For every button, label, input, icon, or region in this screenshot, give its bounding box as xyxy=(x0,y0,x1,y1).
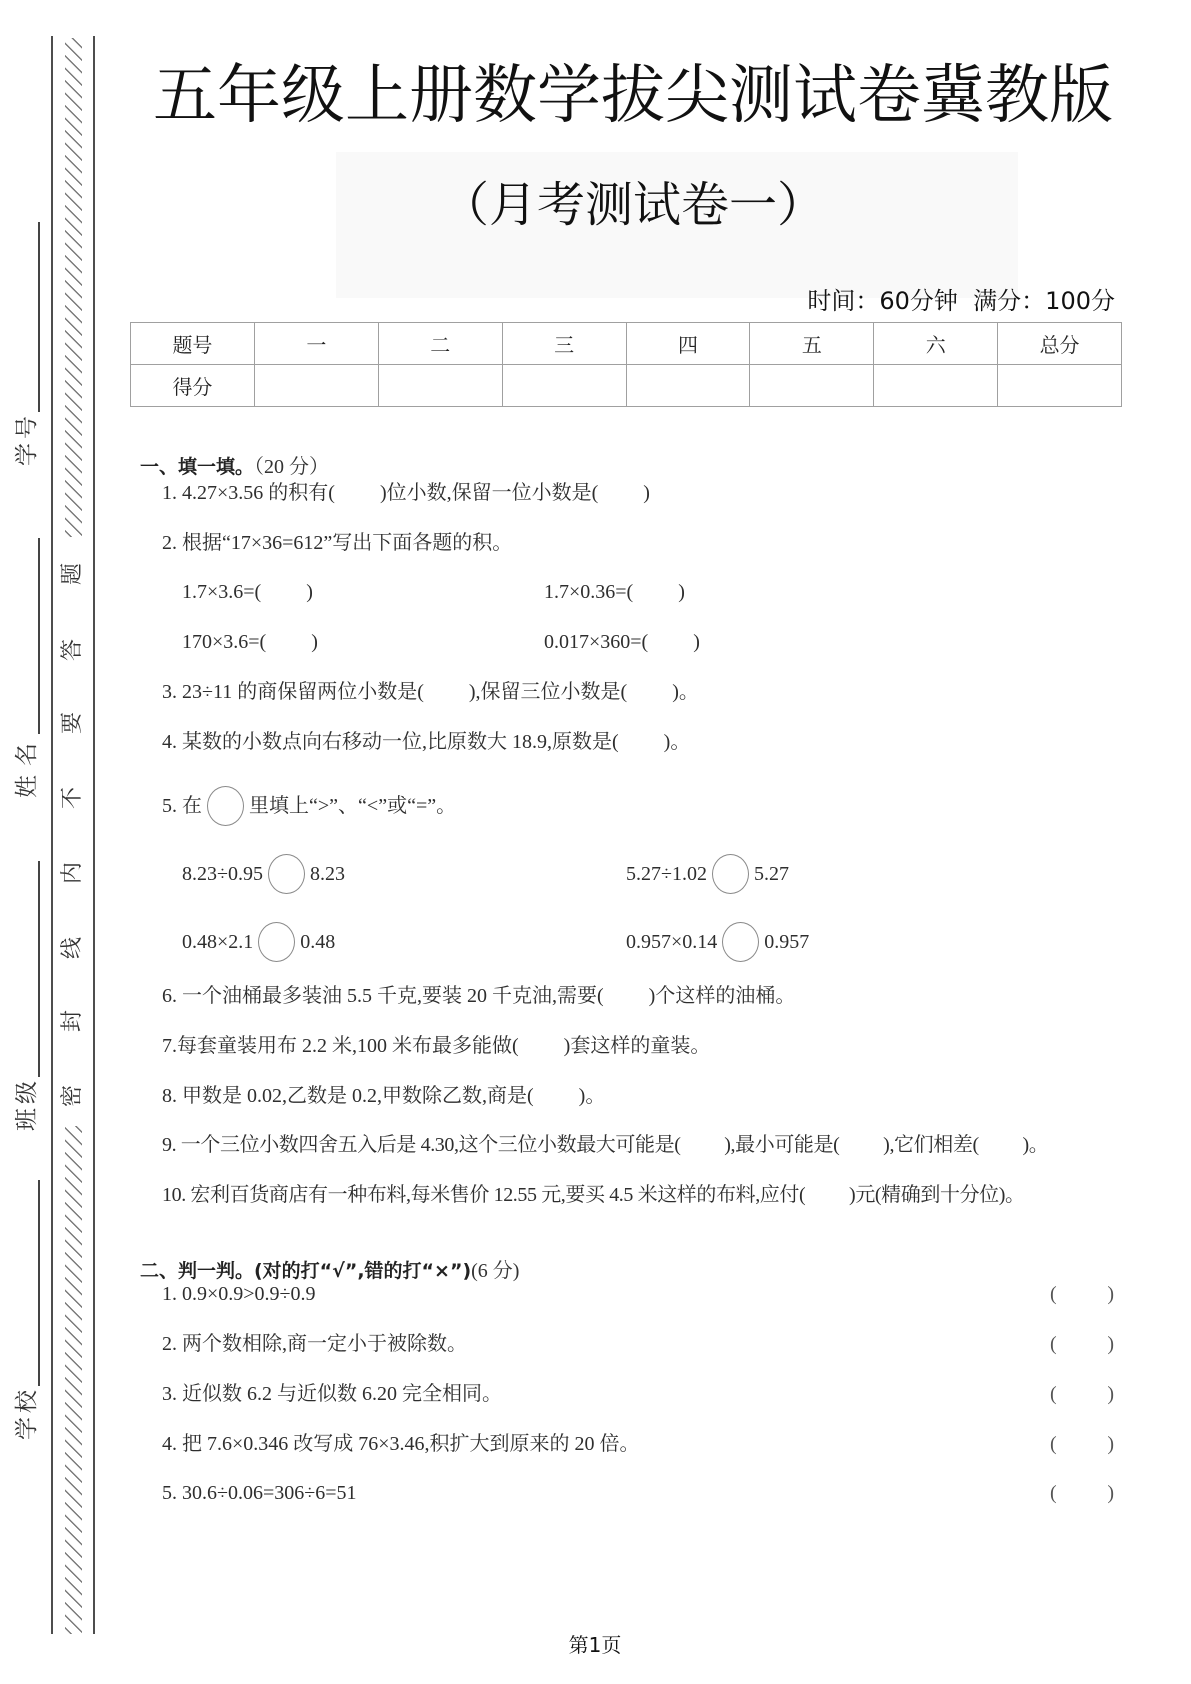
compare-row xyxy=(626,920,809,964)
sub-question: 1.7×0.36=( ) xyxy=(544,581,685,603)
score-table-header-cell: 六 xyxy=(874,323,998,365)
score-table-header-cell: 一 xyxy=(254,323,378,365)
exam-subtitle: （月考测试卷一） xyxy=(440,177,826,233)
judge-item: 4. 把 7.6×0.346 改写成 76×3.46,积扩大到原来的 20 倍。 xyxy=(162,1433,640,1455)
score-row-label: 得分 xyxy=(131,365,255,407)
class-blank xyxy=(13,861,40,1077)
seal-char: 密 xyxy=(60,1085,85,1108)
class-field xyxy=(14,861,40,1131)
margin-inner-line xyxy=(93,36,95,1634)
margin-outer-line xyxy=(51,36,53,1634)
judge-item: 2. 两个数相除,商一定小于被除数。 xyxy=(162,1333,467,1355)
section2-title: 二、判一判。(对的打“√”,错的打“×”) xyxy=(140,1260,472,1282)
sub-question: 1.7×3.6=( ) xyxy=(182,581,313,603)
paren-open: ( xyxy=(1050,1333,1057,1355)
school-field xyxy=(14,1180,40,1440)
question-item: 7.每套童装用布 2.2 米,100 米布最多能做( )套这样的童装。 xyxy=(162,1035,711,1057)
score-cell xyxy=(502,365,626,407)
score-table-header-cell: 二 xyxy=(378,323,502,365)
compare-rhs: 0.48 xyxy=(300,930,336,953)
compare-row xyxy=(182,852,345,896)
compare-row xyxy=(182,920,335,964)
seal-char: 不 xyxy=(60,787,85,810)
section2-points: (6 分) xyxy=(471,1260,520,1282)
paren-open: ( xyxy=(1050,1383,1057,1405)
student-name-label: 姓名 xyxy=(14,734,40,798)
sub-question: 0.017×360=( ) xyxy=(544,631,700,653)
compare-rhs: 0.957 xyxy=(764,930,810,953)
student-id-label: 学号 xyxy=(14,412,40,466)
seal-char: 答 xyxy=(60,639,85,662)
exam-title: 五年级上册数学拔尖测试卷冀教版 xyxy=(153,59,1113,133)
paren-close: ) xyxy=(1107,1283,1114,1305)
score-table-header-cell: 题号 xyxy=(131,323,255,365)
score-cell xyxy=(254,365,378,407)
seal-char: 线 xyxy=(60,937,85,960)
score-table-header-row xyxy=(131,323,1122,365)
judge-answer-blank xyxy=(1050,1331,1114,1357)
question-item: 4. 某数的小数点向右移动一位,比原数大 18.9,原数是( )。 xyxy=(162,731,691,753)
paren-open: ( xyxy=(1050,1433,1057,1455)
question-item: 10. 宏利百货商店有一种布料,每米售价 12.55 元,要买 4.5 米这样的布料,应付( )元(精确到十分位)。 xyxy=(162,1184,1025,1206)
student-name-field xyxy=(14,538,40,798)
sub-question: 170×3.6=( ) xyxy=(182,631,318,653)
compare-row xyxy=(626,852,789,896)
judge-answer-blank xyxy=(1050,1480,1114,1506)
circle-blank-icon xyxy=(207,786,244,826)
hatch-pattern-bottom xyxy=(65,1126,82,1634)
judge-answer-blank xyxy=(1050,1281,1114,1307)
score-cell xyxy=(874,365,998,407)
paren-open: ( xyxy=(1050,1283,1057,1305)
compare-rhs: 5.27 xyxy=(753,862,789,885)
judge-item: 1. 0.9×0.9>0.9÷0.9 xyxy=(162,1283,316,1305)
judge-item: 3. 近似数 6.2 与近似数 6.20 完全相同。 xyxy=(162,1383,502,1405)
compare-lhs: 0.957×0.14 xyxy=(626,930,718,953)
circle-blank-icon xyxy=(722,922,759,962)
question-item: 6. 一个油桶最多装油 5.5 千克,要装 20 千克油,需要( )个这样的油桶。 xyxy=(162,985,796,1007)
exam-time-and-score: 时间：60分钟 满分：100分 xyxy=(807,287,1115,315)
student-id-field xyxy=(14,222,40,466)
paren-close: ) xyxy=(1107,1433,1114,1455)
judge-item: 5. 30.6÷0.06=306÷6=51 xyxy=(162,1482,357,1504)
section1-points: （20 分） xyxy=(254,456,330,478)
seal-char: 内 xyxy=(60,862,85,885)
page-number: 第1页 xyxy=(568,1633,622,1657)
score-table-score-row xyxy=(131,365,1122,407)
score-table-header-cell: 四 xyxy=(626,323,750,365)
school-blank xyxy=(13,1180,40,1386)
seal-char: 封 xyxy=(60,1010,85,1033)
compare-lhs: 8.23÷0.95 xyxy=(182,862,263,885)
section1-title: 一、填一填。 xyxy=(140,456,255,478)
hatch-pattern-top xyxy=(65,38,82,537)
paren-close: ) xyxy=(1107,1383,1114,1405)
circle-blank-icon xyxy=(712,854,749,894)
question-item: 9. 一个三位小数四舍五入后是 4.30,这个三位小数最大可能是( ),最小可能是( ),它们相差( )。 xyxy=(162,1134,1049,1156)
question-suffix: 里填上“>”、“<”或“=”。 xyxy=(249,795,457,817)
score-table-header-cell: 五 xyxy=(750,323,874,365)
student-id-blank xyxy=(13,222,40,412)
paren-open: ( xyxy=(1050,1482,1057,1504)
question-item: 8. 甲数是 0.02,乙数是 0.2,甲数除乙数,商是( )。 xyxy=(162,1085,606,1107)
judge-answer-blank xyxy=(1050,1381,1114,1407)
score-cell xyxy=(378,365,502,407)
circle-blank-icon xyxy=(268,854,305,894)
seal-char: 题 xyxy=(60,563,85,586)
score-cell xyxy=(626,365,750,407)
circle-blank-icon xyxy=(258,922,295,962)
section1-heading xyxy=(132,428,330,478)
student-name-blank xyxy=(13,538,40,734)
score-cell xyxy=(750,365,874,407)
score-table-header-cell: 总分 xyxy=(998,323,1122,365)
question-item: 3. 23÷11 的商保留两位小数是( ),保留三位小数是( )。 xyxy=(162,681,699,703)
question-item: 2. 根据“17×36=612”写出下面各题的积。 xyxy=(162,532,513,554)
score-table-header-cell: 三 xyxy=(502,323,626,365)
question-item: 1. 4.27×3.56 的积有( )位小数,保留一位小数是( ) xyxy=(162,482,650,504)
score-table xyxy=(130,322,1122,407)
score-cell xyxy=(998,365,1122,407)
compare-lhs: 0.48×2.1 xyxy=(182,930,254,953)
compare-rhs: 8.23 xyxy=(309,862,345,885)
paren-close: ) xyxy=(1107,1333,1114,1355)
section2-heading xyxy=(132,1232,520,1282)
school-label: 学校 xyxy=(14,1386,40,1440)
compare-lhs: 5.27÷1.02 xyxy=(626,862,707,885)
judge-answer-blank xyxy=(1050,1431,1114,1457)
class-label: 班级 xyxy=(14,1077,40,1131)
paren-close: ) xyxy=(1107,1482,1114,1504)
seal-char: 要 xyxy=(60,712,85,735)
question-item-compare xyxy=(162,784,456,828)
question-prefix: 5. 在 xyxy=(162,795,202,817)
